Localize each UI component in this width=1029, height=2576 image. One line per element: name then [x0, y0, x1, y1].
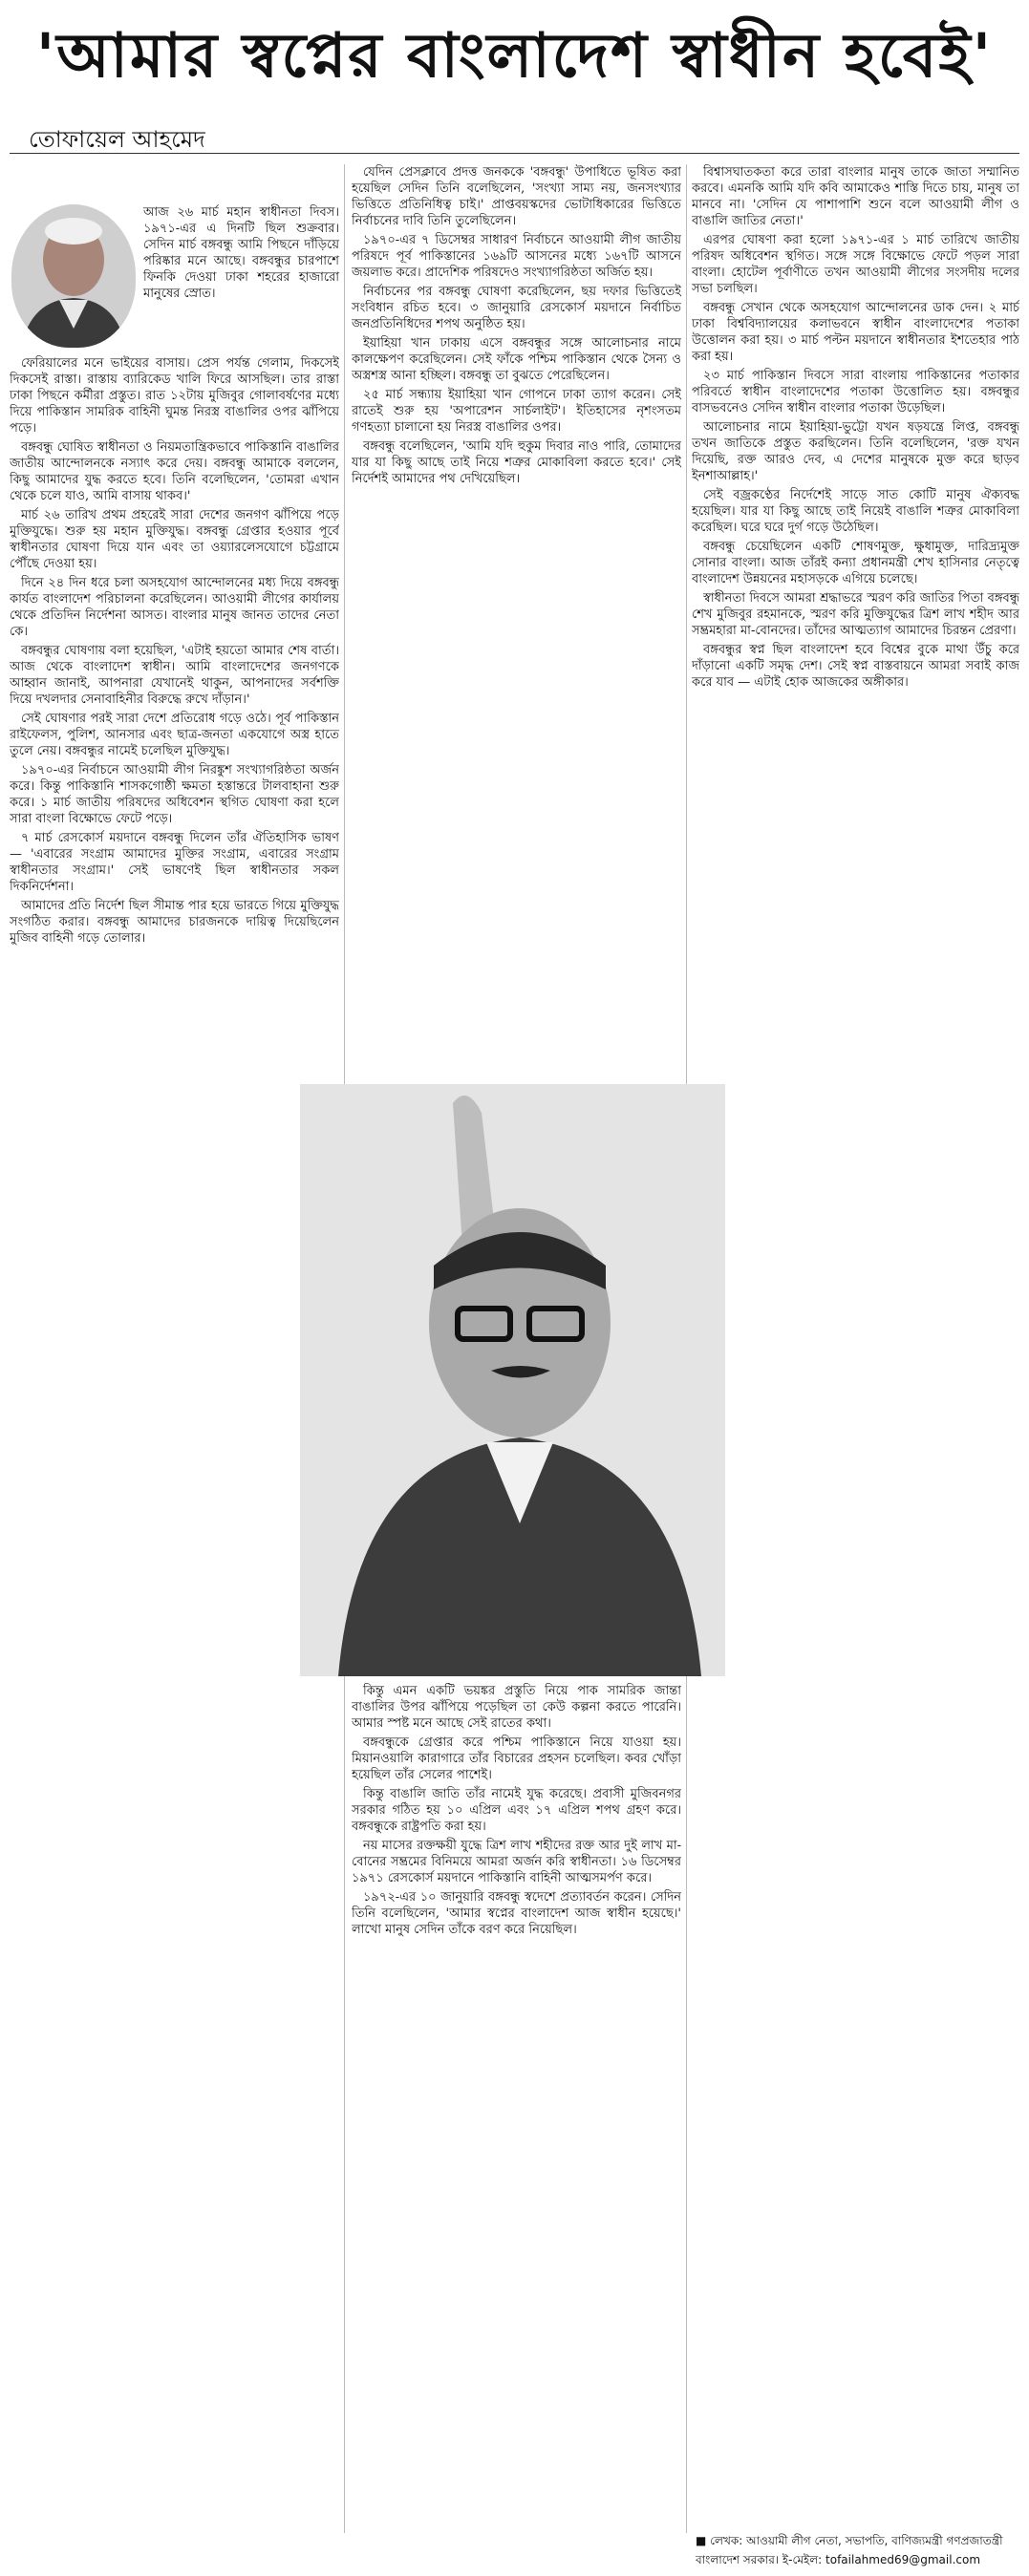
- paragraph: ১৯৭০-এর ৭ ডিসেম্বর সাধারণ নির্বাচনে আওয়ামী লীগ জাতীয় পরিষদে পূর্ব পাকিস্তানের ১৬৯টি আসনের মধ্যে ১৬৭টি আসনে জয়লাভ করে। প্রাদেশিক পরিষদেও সংখ্যাগরিষ্ঠতা অর্জিত হয়।: [352, 233, 681, 280]
- article-column-2-lower: [352, 1683, 681, 2552]
- paragraph: নয় মাসের রক্তক্ষয়ী যুদ্ধে ত্রিশ লাখ শহীদের রক্ত আর দুই লাখ মা-বোনের সম্ভ্রমের বিনিময়ে আমরা অর্জন করি স্বাধীনতা। ১৬ ডিসেম্বর ১৯৭১ রেসকোর্স ময়দানে পাকিস্তানি বাহিনী আত্মসমর্পণ করে।: [352, 1839, 681, 1885]
- article-title: 'আমার স্বপ্নের বাংলাদেশ স্বাধীন হবেই': [35, 20, 994, 92]
- header-rule: [10, 153, 1019, 154]
- article-intro: আজ ২৬ মার্চ মহান স্বাধীনতা দিবস। ১৯৭১-এর এ দিনটি ছিল শুক্রবার। সেদিন মার্চ বঙ্গবন্ধু আমি পিছনে দাঁড়িয়ে পরিষ্কার মনে আছে। বঙ্গবন্ধুর চারপাশে ফিনকি দেওয়া ঢাকা শহরের হাজারো মানুষের স্রোত।: [143, 205, 339, 301]
- paragraph: ১৯৭২-এর ১০ জানুয়ারি বঙ্গবন্ধু স্বদেশে প্রত্যাবর্তন করেন। সেদিন তিনি বলেছিলেন, 'আমার স্বপ্নের বাংলাদেশ আজ স্বাধীন হয়েছে।' লাখো মানুষ সেদিন তাঁকে বরণ করে নিয়েছিল।: [352, 1890, 681, 1937]
- paragraph: এরপর ঘোষণা করা হলো ১৯৭১-এর ১ মার্চ তারিখে জাতীয় পরিষদ অধিবেশন স্থগিত। সঙ্গে সঙ্গে বিক্ষোভে ফেটে পড়ল সারা বাংলা। হোটেল পূর্বাণীতে তখন আওয়ামী লীগের সংসদীয় দলের সভা চলছিল।: [692, 233, 1019, 296]
- paragraph: নির্বাচনের পর বঙ্গবন্ধু ঘোষণা করেছিলেন, ছয় দফার ভিত্তিতেই সংবিধান রচিত হবে। ৩ জানুয়ারি রেসকোর্স ময়দানে নির্বাচিত জনপ্রতিনিধিদের শপথ অনুষ্ঠিত হয়।: [352, 285, 681, 331]
- paragraph: ৭ মার্চ রেসকোর্স ময়দানে বঙ্গবন্ধু দিলেন তাঁর ঐতিহাসিক ভাষণ — 'এবারের সংগ্রাম আমাদের মুক্তির সংগ্রাম, এবারের সংগ্রাম স্বাধীনতার সংগ্রাম।' সেই ভাষণেই ছিল স্বাধীনতার সকল দিকনির্দেশনা।: [10, 831, 339, 894]
- paragraph: সেই ঘোষণার পরই সারা দেশে প্রতিরোধ গড়ে ওঠে। পূর্ব পাকিস্তান রাইফেলস, পুলিশ, আনসার এবং ছাত্র-জনতা একযোগে অস্ত্র হাতে তুলে নেয়। বঙ্গবন্ধুর নামেই চলেছিল মুক্তিযুদ্ধ।: [10, 712, 339, 758]
- portrait-illustration: [11, 204, 136, 348]
- paragraph: কিন্তু বাঙালি জাতি তাঁর নামেই যুদ্ধ করেছে। প্রবাসী মুজিবনগর সরকার গঠিত হয় ১০ এপ্রিল এবং ১৭ এপ্রিল শপথ গ্রহণ করে। বঙ্গবন্ধুকে রাষ্ট্রপতি করা হয়।: [352, 1787, 681, 1834]
- paragraph: বঙ্গবন্ধুর ঘোষণায় বলা হয়েছিল, 'এটাই হয়তো আমার শেষ বার্তা। আজ থেকে বাংলাদেশ স্বাধীন। আমি বাংলাদেশের জনগণকে আহ্বান জানাই, আপনারা যেখানেই থাকুন, আপনাদের সর্বশক্তি দিয়ে দখলদার সেনাবাহিনীর বিরুদ্ধে রুখে দাঁড়ান।': [10, 644, 339, 707]
- paragraph: বঙ্গবন্ধু বলেছিলেন, 'আমি যদি হুকুম দিবার নাও পারি, তোমাদের যার যা কিছু আছে তাই নিয়ে শত্রুর মোকাবিলা করতে হবে।' সেই নির্দেশই আমাদের পথ দেখিয়েছিল।: [352, 439, 681, 486]
- author-note: ■ লেখক: আওয়ামী লীগ নেতা, সভাপতি, বাণিজ্যমন্ত্রী গণপ্রজাতন্ত্রী বাংলাদেশ সরকার। ই-মেইল: tofailahmed69@gmail.com: [696, 2534, 1003, 2566]
- paragraph: যেদিন প্রেসক্লাবে প্রদত্ত জনককে 'বঙ্গবন্ধু' উপাধিতে ভূষিত করা হয়েছিল সেদিন তিনি বলেছিলেন, 'সংখ্যা সাম্য নয়, জনসংখ্যার ভিত্তিতে প্রতিনিধিত্ব চাই।' প্রাপ্তবয়স্কদের ভোটাধিকারের ভিত্তিতে নির্বাচনের দাবি তিনি তুলেছিলেন।: [352, 165, 681, 228]
- paragraph: ১৯৭০-এর নির্বাচনে আওয়ামী লীগ নিরঙ্কুশ সংখ্যাগরিষ্ঠতা অর্জন করে। কিন্তু পাকিস্তানি শাসকগোষ্ঠী ক্ষমতা হস্তান্তরে টালবাহানা শুরু করে। ১ মার্চ জাতীয় পরিষদের অধিবেশন স্থগিত ঘোষণা করা হলে সারা বাংলা বিক্ষোভে ফেটে পড়ে।: [10, 763, 339, 826]
- paragraph: বঙ্গবন্ধু চেয়েছিলেন একটি শোষণমুক্ত, ক্ষুধামুক্ত, দারিদ্র্যমুক্ত সোনার বাংলা। আজ তাঁরই কন্যা প্রধানমন্ত্রী শেখ হাসিনার নেতৃত্বে বাংলাদেশ উন্নয়নের মহাসড়কে এগিয়ে চলেছে।: [692, 540, 1019, 586]
- paragraph: কিন্তু এমন একটি ভয়ঙ্কর প্রস্তুতি নিয়ে পাক সামরিক জান্তা বাঙালির উপর ঝাঁপিয়ে পড়েছিল তা কেউ কল্পনা করতে পারেনি। আমার স্পষ্ট মনে আছে সেই রাতের কথা।: [352, 1684, 681, 1731]
- paragraph: বিশ্বাসঘাতকতা করে তারা বাংলার মানুষ তাকে জাতা সম্মানিত করবে। এমনকি আমি যদি কবি আমাকেও শাস্তি দিতে চায়, মানুষ তা মানবে না। 'সেদিন যে পাশাপাশি শুনে বলে আওয়ামী লীগ ও বাঙালি জাতির নেতা।': [692, 165, 1019, 228]
- author-portrait: [11, 204, 136, 348]
- bangabandhu-photo: [300, 1084, 725, 1676]
- article-column-1: [10, 355, 339, 2543]
- paragraph: ইয়াহিয়া খান ঢাকায় এসে বঙ্গবন্ধুর সঙ্গে আলোচনার নামে কালক্ষেপণ করেছিলেন। সেই ফাঁকে পশ্চিম পাকিস্তান থেকে সৈন্য ও অস্ত্রশস্ত্র আনা হচ্ছিল। বঙ্গবন্ধু তা বুঝতে পেরেছিলেন।: [352, 336, 681, 383]
- article-column-2: [352, 164, 681, 1076]
- paragraph: ২৩ মার্চ পাকিস্তান দিবসে সারা বাংলায় পাকিস্তানের পতাকার পরিবর্তে স্বাধীন বাংলাদেশের পতাকা উত্তোলিত হয়। বঙ্গবন্ধুর বাসভবনেও সেদিন স্বাধীন বাংলার পতাকা উড়েছিল।: [692, 369, 1019, 415]
- paragraph: ফেরিয়ালের মনে ভাইয়ের বাসায়। প্রেস পর্যন্ত গেলাম, দিকসেই দিকসেই রাস্তা। রাস্তায় ব্যারিকেড খালি ফিরে আসছিল। তার রাস্তা ঢাকা পিছনে কর্মীরা প্রস্তুত। রাত ১২টায় মুজিবুর গোলাবর্ষণের মধ্যে দিয়ে পাকিস্তান সামরিক বাহিনী ঘুমন্ত নিরস্ত্র বাঙালির ওপর ঝাঁপিয়ে পড়ে।: [10, 356, 339, 436]
- paragraph: দিনে ২৪ দিন ধরে চলা অসহযোগ আন্দোলনের মধ্য দিয়ে বঙ্গবন্ধু কার্যত বাংলাদেশ পরিচালনা করেছিলেন। আওয়ামী লীগের কার্যালয় থেকে প্রতিদিন নির্দেশনা আসত। বাংলার মানুষ জানত তাদের নেতা কে।: [10, 576, 339, 639]
- author-byline: তোফায়েল আহমেদ: [29, 126, 205, 153]
- paragraph: বঙ্গবন্ধুর স্বপ্ন ছিল বাংলাদেশ হবে বিশ্বের বুকে মাথা উঁচু করে দাঁড়ানো একটি সমৃদ্ধ দেশ। সেই স্বপ্ন বাস্তবায়নে আমরা সবাই কাজ করে যাব — এটাই হোক আজকের অঙ্গীকার।: [692, 643, 1019, 690]
- article-column-3: [692, 164, 1019, 2523]
- paragraph: বঙ্গবন্ধু ঘোষিত স্বাধীনতা ও নিয়মতান্ত্রিকভাবে পাকিস্তানি বাঙালির জাতীয় আন্দোলনকে নস্যাৎ করে দেয়। বঙ্গবন্ধু আমাকে বললেন, কিছু আমাদের যুদ্ধ করতে হবে। তিনি বলেছিলেন, 'তোমরা এখান থেকে চলে যাও, আমি বাসায় থাকব।': [10, 440, 339, 503]
- paragraph: আলোচনার নামে ইয়াহিয়া-ভুট্টো যখন ষড়যন্ত্রে লিপ্ত, বঙ্গবন্ধু তখন জাতিকে প্রস্তুত করছিলেন। তিনি বলেছিলেন, 'রক্ত যখন দিয়েছি, রক্ত আরও দেব, এ দেশের মানুষকে মুক্ত করে ছাড়ব ইনশাআল্লাহ।': [692, 420, 1019, 483]
- photo-illustration: [300, 1084, 725, 1676]
- paragraph: আমাদের প্রতি নির্দেশ ছিল সীমান্ত পার হয়ে ভারতে গিয়ে মুক্তিযুদ্ধ সংগঠিত করার। বঙ্গবন্ধু আমাদের চারজনকে দায়িত্ব দিয়েছিলেন মুজিব বাহিনী গড়ে তোলার।: [10, 899, 339, 946]
- paragraph: বঙ্গবন্ধুকে গ্রেপ্তার করে পশ্চিম পাকিস্তানে নিয়ে যাওয়া হয়। মিয়ানওয়ালি কারাগারে তাঁর বিচারের প্রহসন চলেছিল। কবর খোঁড়া হয়েছিল তাঁর সেলের পাশেই।: [352, 1735, 681, 1782]
- paragraph: ২৫ মার্চ সন্ধ্যায় ইয়াহিয়া খান গোপনে ঢাকা ত্যাগ করেন। সেই রাতেই শুরু হয় 'অপারেশন সার্চলাইট'। ইতিহাসের নৃশংসতম গণহত্যা চালানো হয় নিরস্ত্র বাঙালির ওপর।: [352, 388, 681, 435]
- paragraph: বঙ্গবন্ধু সেখান থেকে অসহযোগ আন্দোলনের ডাক দেন। ২ মার্চ ঢাকা বিশ্ববিদ্যালয়ের কলাভবনে স্বাধীন বাংলাদেশের পতাকা উত্তোলন করা হয়। ৩ মার্চ পল্টন ময়দানে স্বাধীনতার ইশতেহার পাঠ করা হয়।: [692, 301, 1019, 364]
- paragraph: মার্চ ২৬ তারিখ প্রথম প্রহরেই সারা দেশের জনগণ ঝাঁপিয়ে পড়ে মুক্তিযুদ্ধে। শুরু হয় মহান মুক্তিযুদ্ধ। বঙ্গবন্ধু গ্রেপ্তার হওয়ার পূর্বে স্বাধীনতার ঘোষণা দিয়ে যান এবং তা ওয়্যারলেসযোগে চট্টগ্রামে পৌঁছে দেওয়া হয়।: [10, 508, 339, 571]
- paragraph: স্বাধীনতা দিবসে আমরা শ্রদ্ধাভরে স্মরণ করি জাতির পিতা বঙ্গবন্ধু শেখ মুজিবুর রহমানকে, স্মরণ করি মুক্তিযুদ্ধের ত্রিশ লাখ শহীদ আর সম্ভ্রমহারা মা-বোনদের। তাঁদের আত্মত্যাগ আমাদের চিরন্তন প্রেরণা।: [692, 591, 1019, 638]
- paragraph: সেই বজ্রকণ্ঠের নির্দেশেই সাড়ে সাত কোটি মানুষ ঐক্যবদ্ধ হয়েছিল। যার যা কিছু আছে তাই নিয়েই বাঙালি শত্রুর মোকাবিলা করেছিল। ঘরে ঘরে দুর্গ গড়ে উঠেছিল।: [692, 488, 1019, 535]
